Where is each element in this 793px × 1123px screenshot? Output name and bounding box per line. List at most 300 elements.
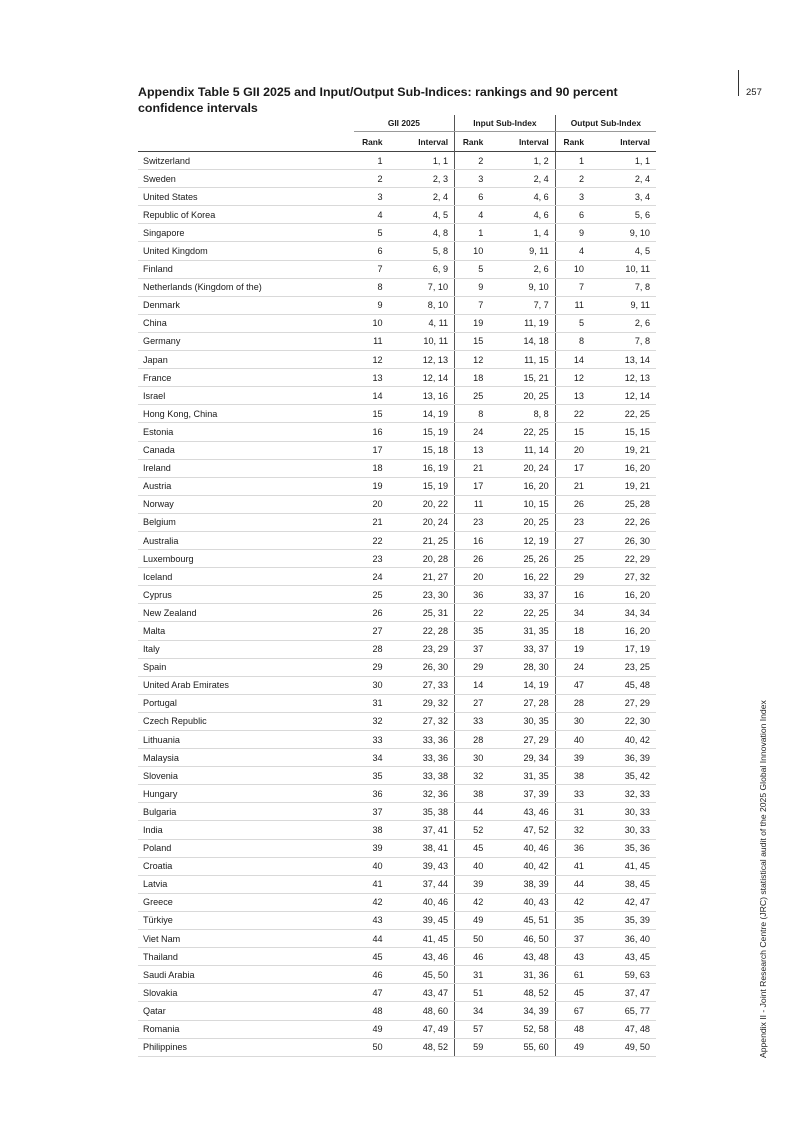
gii-interval: 2, 3 bbox=[383, 170, 455, 188]
output-interval: 4, 5 bbox=[584, 242, 656, 260]
gii-rank: 6 bbox=[354, 242, 383, 260]
input-interval: 45, 51 bbox=[483, 911, 555, 929]
output-rank: 48 bbox=[555, 1020, 584, 1038]
input-interval: 9, 11 bbox=[483, 242, 555, 260]
output-interval: 16, 20 bbox=[584, 586, 656, 604]
output-rank: 43 bbox=[555, 948, 584, 966]
table-row bbox=[138, 278, 656, 296]
output-rank: 39 bbox=[555, 749, 584, 767]
output-rank: 49 bbox=[555, 1038, 584, 1056]
country-name: Malaysia bbox=[138, 749, 354, 767]
country-name: Croatia bbox=[138, 857, 354, 875]
country-name: Bulgaria bbox=[138, 803, 354, 821]
output-rank: 10 bbox=[555, 260, 584, 278]
input-interval: 48, 52 bbox=[483, 984, 555, 1002]
table-row bbox=[138, 586, 656, 604]
gii-rank: 46 bbox=[354, 966, 383, 984]
gii-rank: 37 bbox=[354, 803, 383, 821]
input-interval: 22, 25 bbox=[483, 423, 555, 441]
gii-rank: 36 bbox=[354, 785, 383, 803]
gii-interval: 23, 30 bbox=[383, 586, 455, 604]
output-rank: 31 bbox=[555, 803, 584, 821]
output-interval: 13, 14 bbox=[584, 351, 656, 369]
input-rank: 30 bbox=[455, 749, 484, 767]
output-interval: 47, 48 bbox=[584, 1020, 656, 1038]
gii-interval: 4, 11 bbox=[383, 314, 455, 332]
output-interval: 12, 14 bbox=[584, 387, 656, 405]
output-rank: 18 bbox=[555, 622, 584, 640]
input-interval: 40, 46 bbox=[483, 839, 555, 857]
country-name: Latvia bbox=[138, 875, 354, 893]
input-rank: 40 bbox=[455, 857, 484, 875]
gii-interval: 33, 36 bbox=[383, 731, 455, 749]
column-header-country bbox=[138, 132, 354, 152]
input-interval: 46, 50 bbox=[483, 930, 555, 948]
output-interval: 30, 33 bbox=[584, 803, 656, 821]
output-interval: 22, 25 bbox=[584, 405, 656, 423]
country-name: Canada bbox=[138, 441, 354, 459]
table-row bbox=[138, 767, 656, 785]
input-rank: 22 bbox=[455, 604, 484, 622]
input-rank: 19 bbox=[455, 314, 484, 332]
output-interval: 17, 19 bbox=[584, 640, 656, 658]
input-interval: 14, 18 bbox=[483, 332, 555, 350]
country-name: China bbox=[138, 314, 354, 332]
input-rank: 34 bbox=[455, 1002, 484, 1020]
country-name: Germany bbox=[138, 332, 354, 350]
page-number: 257 bbox=[746, 87, 762, 98]
gii-interval: 39, 43 bbox=[383, 857, 455, 875]
gii-rank: 38 bbox=[354, 821, 383, 839]
output-interval: 43, 45 bbox=[584, 948, 656, 966]
input-interval: 10, 15 bbox=[483, 495, 555, 513]
table-row bbox=[138, 1002, 656, 1020]
country-name: France bbox=[138, 369, 354, 387]
output-interval: 41, 45 bbox=[584, 857, 656, 875]
input-interval: 2, 6 bbox=[483, 260, 555, 278]
output-interval: 26, 30 bbox=[584, 531, 656, 549]
gii-rank: 7 bbox=[354, 260, 383, 278]
table-row bbox=[138, 314, 656, 332]
gii-rank: 2 bbox=[354, 170, 383, 188]
country-name: Australia bbox=[138, 531, 354, 549]
gii-interval: 8, 10 bbox=[383, 296, 455, 314]
country-name: Denmark bbox=[138, 296, 354, 314]
input-interval: 2, 4 bbox=[483, 170, 555, 188]
country-name: Slovenia bbox=[138, 767, 354, 785]
table-row bbox=[138, 984, 656, 1002]
output-rank: 27 bbox=[555, 531, 584, 549]
gii-interval: 10, 11 bbox=[383, 332, 455, 350]
input-rank: 5 bbox=[455, 260, 484, 278]
input-rank: 39 bbox=[455, 875, 484, 893]
output-rank: 38 bbox=[555, 767, 584, 785]
column-header-input-rank: Rank bbox=[462, 136, 484, 147]
output-interval: 10, 11 bbox=[584, 260, 656, 278]
gii-interval: 5, 8 bbox=[383, 242, 455, 260]
output-rank: 61 bbox=[555, 966, 584, 984]
output-interval: 38, 45 bbox=[584, 875, 656, 893]
table-row bbox=[138, 875, 656, 893]
country-name: Czech Republic bbox=[138, 712, 354, 730]
input-rank: 57 bbox=[455, 1020, 484, 1038]
gii-interval: 2, 4 bbox=[383, 188, 455, 206]
table-row bbox=[138, 423, 656, 441]
output-interval: 45, 48 bbox=[584, 676, 656, 694]
gii-rank: 47 bbox=[354, 984, 383, 1002]
rankings-table bbox=[138, 115, 656, 1057]
country-name: Türkiye bbox=[138, 911, 354, 929]
input-interval: 20, 25 bbox=[483, 513, 555, 531]
table-row bbox=[138, 839, 656, 857]
gii-interval: 20, 22 bbox=[383, 495, 455, 513]
table-row bbox=[138, 604, 656, 622]
input-rank: 16 bbox=[455, 531, 484, 549]
output-interval: 7, 8 bbox=[584, 278, 656, 296]
gii-rank: 42 bbox=[354, 893, 383, 911]
table-row bbox=[138, 260, 656, 278]
gii-interval: 32, 36 bbox=[383, 785, 455, 803]
output-rank: 45 bbox=[555, 984, 584, 1002]
output-interval: 23, 25 bbox=[584, 658, 656, 676]
input-interval: 40, 43 bbox=[483, 893, 555, 911]
country-name: Poland bbox=[138, 839, 354, 857]
country-name: Viet Nam bbox=[138, 930, 354, 948]
gii-rank: 24 bbox=[354, 568, 383, 586]
output-interval: 36, 39 bbox=[584, 749, 656, 767]
output-interval: 3, 4 bbox=[584, 188, 656, 206]
gii-rank: 15 bbox=[354, 405, 383, 423]
output-rank: 37 bbox=[555, 930, 584, 948]
output-rank: 4 bbox=[555, 242, 584, 260]
input-interval: 16, 22 bbox=[483, 568, 555, 586]
input-rank: 45 bbox=[455, 839, 484, 857]
output-interval: 40, 42 bbox=[584, 731, 656, 749]
gii-interval: 33, 38 bbox=[383, 767, 455, 785]
output-interval: 25, 28 bbox=[584, 495, 656, 513]
output-rank: 24 bbox=[555, 658, 584, 676]
table-row bbox=[138, 170, 656, 188]
group-header-input: Input Sub-Index bbox=[455, 115, 556, 132]
output-interval: 35, 36 bbox=[584, 839, 656, 857]
input-rank: 15 bbox=[455, 332, 484, 350]
output-rank: 9 bbox=[555, 224, 584, 242]
output-interval: 2, 6 bbox=[584, 314, 656, 332]
country-name: United Kingdom bbox=[138, 242, 354, 260]
group-header-output: Output Sub-Index bbox=[555, 115, 656, 132]
gii-interval: 12, 13 bbox=[383, 351, 455, 369]
input-rank: 21 bbox=[455, 459, 484, 477]
table-row bbox=[138, 568, 656, 586]
country-name: Thailand bbox=[138, 948, 354, 966]
output-interval: 15, 15 bbox=[584, 423, 656, 441]
country-name: Singapore bbox=[138, 224, 354, 242]
table-row bbox=[138, 821, 656, 839]
output-interval: 19, 21 bbox=[584, 477, 656, 495]
input-interval: 16, 20 bbox=[483, 477, 555, 495]
gii-rank: 25 bbox=[354, 586, 383, 604]
input-interval: 40, 42 bbox=[483, 857, 555, 875]
country-name: India bbox=[138, 821, 354, 839]
input-rank: 4 bbox=[455, 206, 484, 224]
country-name: Italy bbox=[138, 640, 354, 658]
output-rank: 22 bbox=[555, 405, 584, 423]
table-row bbox=[138, 712, 656, 730]
table-row bbox=[138, 857, 656, 875]
table-row bbox=[138, 477, 656, 495]
input-interval: 31, 35 bbox=[483, 622, 555, 640]
table-row bbox=[138, 676, 656, 694]
gii-rank: 40 bbox=[354, 857, 383, 875]
input-interval: 33, 37 bbox=[483, 640, 555, 658]
output-rank: 14 bbox=[555, 351, 584, 369]
column-header-output-rank: Rank bbox=[563, 136, 584, 147]
input-interval: 14, 19 bbox=[483, 676, 555, 694]
gii-rank: 1 bbox=[354, 152, 383, 170]
output-interval: 35, 39 bbox=[584, 911, 656, 929]
input-rank: 25 bbox=[455, 387, 484, 405]
output-rank: 6 bbox=[555, 206, 584, 224]
country-name: Netherlands (Kingdom of the) bbox=[138, 278, 354, 296]
input-interval: 11, 19 bbox=[483, 314, 555, 332]
gii-interval: 22, 28 bbox=[383, 622, 455, 640]
input-interval: 55, 60 bbox=[483, 1038, 555, 1056]
gii-rank: 48 bbox=[354, 1002, 383, 1020]
input-rank: 3 bbox=[455, 170, 484, 188]
input-rank: 10 bbox=[455, 242, 484, 260]
output-rank: 44 bbox=[555, 875, 584, 893]
input-interval: 38, 39 bbox=[483, 875, 555, 893]
gii-rank: 19 bbox=[354, 477, 383, 495]
gii-interval: 37, 41 bbox=[383, 821, 455, 839]
table-row bbox=[138, 622, 656, 640]
gii-rank: 12 bbox=[354, 351, 383, 369]
input-interval: 25, 26 bbox=[483, 550, 555, 568]
output-rank: 8 bbox=[555, 332, 584, 350]
country-name: Philippines bbox=[138, 1038, 354, 1056]
output-interval: 65, 77 bbox=[584, 1002, 656, 1020]
input-rank: 9 bbox=[455, 278, 484, 296]
output-rank: 40 bbox=[555, 731, 584, 749]
gii-rank: 41 bbox=[354, 875, 383, 893]
table-row bbox=[138, 731, 656, 749]
country-name: Saudi Arabia bbox=[138, 966, 354, 984]
table-row bbox=[138, 369, 656, 387]
input-rank: 51 bbox=[455, 984, 484, 1002]
country-name: Qatar bbox=[138, 1002, 354, 1020]
table-row bbox=[138, 351, 656, 369]
gii-interval: 38, 41 bbox=[383, 839, 455, 857]
gii-interval: 37, 44 bbox=[383, 875, 455, 893]
input-rank: 2 bbox=[455, 152, 484, 170]
gii-interval: 21, 25 bbox=[383, 531, 455, 549]
output-rank: 33 bbox=[555, 785, 584, 803]
group-header-gii: GII 2025 bbox=[354, 115, 455, 132]
gii-interval: 20, 28 bbox=[383, 550, 455, 568]
input-rank: 27 bbox=[455, 694, 484, 712]
input-rank: 59 bbox=[455, 1038, 484, 1056]
input-rank: 12 bbox=[455, 351, 484, 369]
gii-rank: 32 bbox=[354, 712, 383, 730]
gii-rank: 43 bbox=[354, 911, 383, 929]
table-row bbox=[138, 785, 656, 803]
output-interval: 27, 32 bbox=[584, 568, 656, 586]
input-rank: 20 bbox=[455, 568, 484, 586]
country-name: Norway bbox=[138, 495, 354, 513]
column-header-gii-interval: Interval bbox=[383, 132, 455, 152]
country-name: Hungary bbox=[138, 785, 354, 803]
output-interval: 16, 20 bbox=[584, 622, 656, 640]
output-rank: 47 bbox=[555, 676, 584, 694]
table-row bbox=[138, 550, 656, 568]
country-name: New Zealand bbox=[138, 604, 354, 622]
gii-interval: 48, 52 bbox=[383, 1038, 455, 1056]
gii-rank: 35 bbox=[354, 767, 383, 785]
input-rank: 26 bbox=[455, 550, 484, 568]
input-rank: 17 bbox=[455, 477, 484, 495]
gii-interval: 43, 46 bbox=[383, 948, 455, 966]
table-row bbox=[138, 948, 656, 966]
country-name: Belgium bbox=[138, 513, 354, 531]
output-rank: 3 bbox=[555, 188, 584, 206]
table-body bbox=[138, 152, 656, 1057]
gii-interval: 23, 29 bbox=[383, 640, 455, 658]
output-rank: 26 bbox=[555, 495, 584, 513]
output-rank: 20 bbox=[555, 441, 584, 459]
gii-interval: 15, 19 bbox=[383, 423, 455, 441]
country-name: Malta bbox=[138, 622, 354, 640]
output-interval: 35, 42 bbox=[584, 767, 656, 785]
output-rank: 23 bbox=[555, 513, 584, 531]
output-rank: 30 bbox=[555, 712, 584, 730]
gii-rank: 18 bbox=[354, 459, 383, 477]
country-name: Estonia bbox=[138, 423, 354, 441]
table-row bbox=[138, 405, 656, 423]
input-interval: 11, 14 bbox=[483, 441, 555, 459]
gii-interval: 6, 9 bbox=[383, 260, 455, 278]
input-interval: 9, 10 bbox=[483, 278, 555, 296]
country-name: Greece bbox=[138, 893, 354, 911]
input-rank: 32 bbox=[455, 767, 484, 785]
gii-rank: 26 bbox=[354, 604, 383, 622]
gii-rank: 34 bbox=[354, 749, 383, 767]
gii-rank: 10 bbox=[354, 314, 383, 332]
output-interval: 37, 47 bbox=[584, 984, 656, 1002]
gii-rank: 21 bbox=[354, 513, 383, 531]
input-interval: 34, 39 bbox=[483, 1002, 555, 1020]
gii-interval: 40, 46 bbox=[383, 893, 455, 911]
input-rank: 29 bbox=[455, 658, 484, 676]
input-interval: 1, 4 bbox=[483, 224, 555, 242]
output-interval: 36, 40 bbox=[584, 930, 656, 948]
output-interval: 22, 29 bbox=[584, 550, 656, 568]
country-name: Lithuania bbox=[138, 731, 354, 749]
input-interval: 15, 21 bbox=[483, 369, 555, 387]
gii-interval: 4, 8 bbox=[383, 224, 455, 242]
input-interval: 22, 25 bbox=[483, 604, 555, 622]
country-name: Luxembourg bbox=[138, 550, 354, 568]
input-interval: 20, 25 bbox=[483, 387, 555, 405]
country-name: Portugal bbox=[138, 694, 354, 712]
input-interval: 4, 6 bbox=[483, 206, 555, 224]
table-row bbox=[138, 387, 656, 405]
gii-interval: 33, 36 bbox=[383, 749, 455, 767]
output-interval: 1, 1 bbox=[584, 152, 656, 170]
country-name: Romania bbox=[138, 1020, 354, 1038]
country-name: Finland bbox=[138, 260, 354, 278]
output-rank: 16 bbox=[555, 586, 584, 604]
table-row bbox=[138, 459, 656, 477]
gii-rank: 17 bbox=[354, 441, 383, 459]
gii-rank: 33 bbox=[354, 731, 383, 749]
table-row bbox=[138, 152, 656, 170]
country-name: Republic of Korea bbox=[138, 206, 354, 224]
gii-rank: 4 bbox=[354, 206, 383, 224]
table-row bbox=[138, 531, 656, 549]
column-header-row bbox=[138, 132, 656, 152]
input-interval: 33, 37 bbox=[483, 586, 555, 604]
gii-rank: 11 bbox=[354, 332, 383, 350]
input-interval: 31, 36 bbox=[483, 966, 555, 984]
output-rank: 25 bbox=[555, 550, 584, 568]
country-name: Spain bbox=[138, 658, 354, 676]
output-rank: 13 bbox=[555, 387, 584, 405]
output-interval: 22, 30 bbox=[584, 712, 656, 730]
table-row bbox=[138, 296, 656, 314]
gii-interval: 45, 50 bbox=[383, 966, 455, 984]
output-interval: 30, 33 bbox=[584, 821, 656, 839]
output-interval: 16, 20 bbox=[584, 459, 656, 477]
output-rank: 36 bbox=[555, 839, 584, 857]
input-rank: 23 bbox=[455, 513, 484, 531]
table-title: Appendix Table 5 GII 2025 and Input/Output Sub-Indices: rankings and 90 percent confidence intervals bbox=[138, 85, 618, 115]
output-interval: 2, 4 bbox=[584, 170, 656, 188]
gii-interval: 12, 14 bbox=[383, 369, 455, 387]
page-number-rule bbox=[738, 70, 739, 96]
table-row bbox=[138, 224, 656, 242]
input-interval: 8, 8 bbox=[483, 405, 555, 423]
side-running-header: Appendix II - Joint Research Centre (JRC) statistical audit of the 2025 Global Innovation Index bbox=[758, 700, 768, 1058]
output-interval: 27, 29 bbox=[584, 694, 656, 712]
input-interval: 1, 2 bbox=[483, 152, 555, 170]
group-header-blank bbox=[138, 115, 354, 132]
table-row bbox=[138, 206, 656, 224]
gii-interval: 1, 1 bbox=[383, 152, 455, 170]
table-row bbox=[138, 803, 656, 821]
country-name: Sweden bbox=[138, 170, 354, 188]
output-interval: 9, 10 bbox=[584, 224, 656, 242]
input-rank: 44 bbox=[455, 803, 484, 821]
gii-interval: 39, 45 bbox=[383, 911, 455, 929]
input-rank: 37 bbox=[455, 640, 484, 658]
input-interval: 12, 19 bbox=[483, 531, 555, 549]
table-row bbox=[138, 441, 656, 459]
input-interval: 4, 6 bbox=[483, 188, 555, 206]
output-interval: 49, 50 bbox=[584, 1038, 656, 1056]
gii-rank: 45 bbox=[354, 948, 383, 966]
input-interval: 20, 24 bbox=[483, 459, 555, 477]
gii-interval: 47, 49 bbox=[383, 1020, 455, 1038]
gii-interval: 21, 27 bbox=[383, 568, 455, 586]
input-rank: 28 bbox=[455, 731, 484, 749]
input-interval: 28, 30 bbox=[483, 658, 555, 676]
gii-rank: 13 bbox=[354, 369, 383, 387]
gii-rank: 30 bbox=[354, 676, 383, 694]
output-rank: 21 bbox=[555, 477, 584, 495]
country-name: Cyprus bbox=[138, 586, 354, 604]
input-rank: 13 bbox=[455, 441, 484, 459]
gii-rank: 50 bbox=[354, 1038, 383, 1056]
